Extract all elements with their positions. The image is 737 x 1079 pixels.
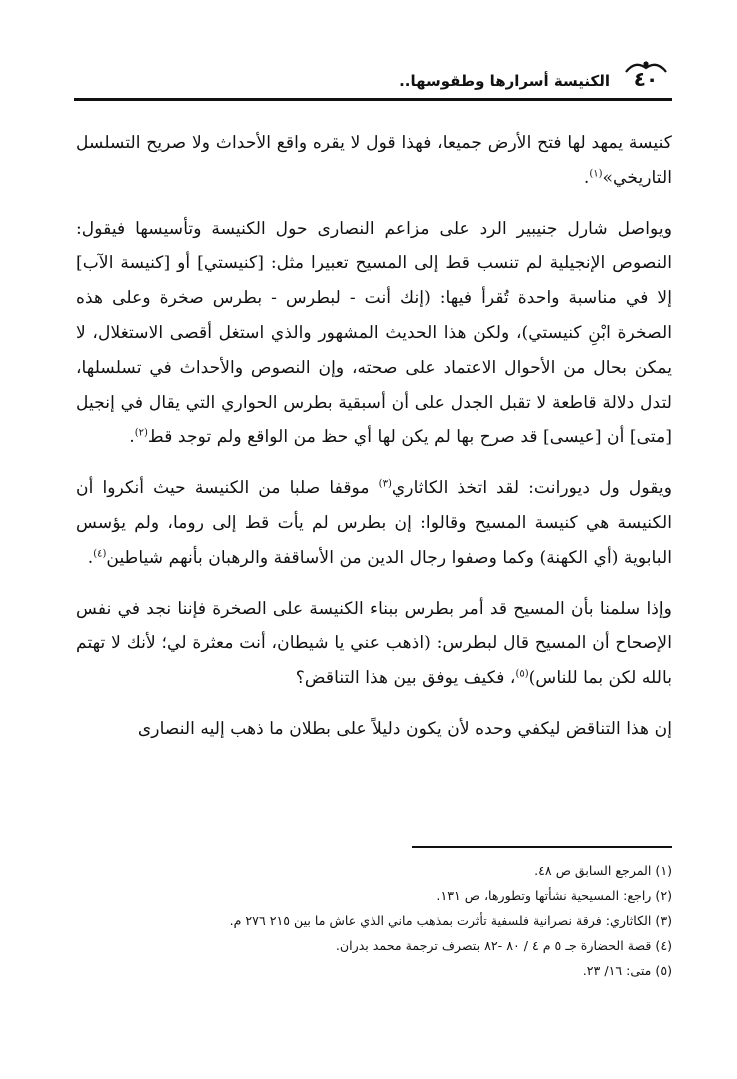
paragraph-4: وإذا سلمنا بأن المسيح قد أمر بطرس ببناء الكنيسة على الصخرة فإننا نجد في نفس الإصحاح أن المسيح قال لبطرس: (اذهب عني يا شيطان، أنت معثرة لي؛ لأنك لا تهتم بالله لكن بما للناس)$^{(٥)}$، فكيف يوفق بين هذا التناقض؟ — [76, 598, 672, 689]
footnote-1: (١) المرجع السابق ص ٤٨. — [534, 863, 672, 878]
header-rule — [74, 98, 672, 101]
footnote-4: (٤) قصة الحضارة جـ ٥ م ٤ / ٨٠ -٨٢ بتصرف ترجمة محمد بدران. — [335, 938, 672, 953]
footnote-ref-1[interactable]: (١) — [589, 168, 603, 180]
paragraph-3: ويقول ول ديورانت: لقد اتخذ الكاثاري$^{(٣)}$ موقفا صلبا من الكنيسة حيث أنكروا أن الكنيسة هي كنيسة المسيح وقالوا: إن بطرس لم يأت قط إلى روما، ولم يؤسس البابوية (أي الكهنة) وكما وصفوا رجال الدين من الأساقفة والرهبان بأنهم شياطين$^{(٤)}$. — [76, 478, 672, 568]
page-number: ٤٠ — [633, 67, 659, 91]
running-head: الكنيسة أسرارها وطقوسها.. — [399, 72, 610, 90]
footnote-ref-2[interactable]: (٢) — [134, 427, 148, 439]
paragraph-2: ويواصل شارل جنيبير الرد على مزاعم النصارى حول الكنيسة وتأسيسها فيقول: النصوص الإنجيلية لم تنسب قط إلى المسيح تعبيرا مثل: [كنيستي] أو [كنيسة الآب] إلا في مناسبة واحدة تُقرأ فيها: (إنك أنت - لبطرس - بطرس صخرة وعلى هذه الصخرة ابْنِ كنيستي)، ولكن هذا الحديث المشهور والذي استغل أقصى الاستغلال، لا يمكن بحال من الأحوال الاعتماد على صحته، وإن النصوص والأحداث في تسلسلها، لتدل دلالة قاطعة لا تقبل الجدل على أن أسبقية بطرس الحواري التي يقال في إنجيل [متى] أن [عيسى] قد صرح بها لم يكن لها أي حظ من الواقع ولم توجد قط$^{(٢)}$. — [76, 218, 672, 448]
paragraph-5: إن هذا التناقض ليكفي وحده لأن يكون دليلاً على بطلان ما ذهب إليه النصارى — [137, 718, 672, 739]
ornament-icon — [624, 60, 668, 74]
footnote-ref-5[interactable]: (٥) — [515, 668, 529, 680]
footnote-ref-3[interactable]: (٣) — [378, 478, 392, 490]
page-header — [74, 58, 672, 102]
footnote-rule — [412, 846, 672, 848]
footnotes — [76, 858, 672, 983]
footnote-3: (٣) الكاثاري: فرقة نصرانية فلسفية تأثرت بمذهب ماني الذي عاش ما بين ٢١٥ ٢٧٦ م. — [229, 913, 672, 928]
footnote-5: (٥) متى: ١٦/ ٢٣. — [582, 963, 672, 978]
paragraph-1: كنيسة يمهد لها فتح الأرض جميعا، فهذا قول لا يقره واقع الأحداث ولا صريح التسلسل التاريخي»$^{(١)}$. — [76, 133, 672, 188]
footnote-2: (٢) راجع: المسيحية نشأتها وتطورها، ص ١٣١. — [436, 888, 672, 903]
footnote-ref-4[interactable]: (٤) — [93, 548, 107, 560]
page-number-ornament — [620, 60, 672, 98]
page-body — [76, 126, 672, 757]
